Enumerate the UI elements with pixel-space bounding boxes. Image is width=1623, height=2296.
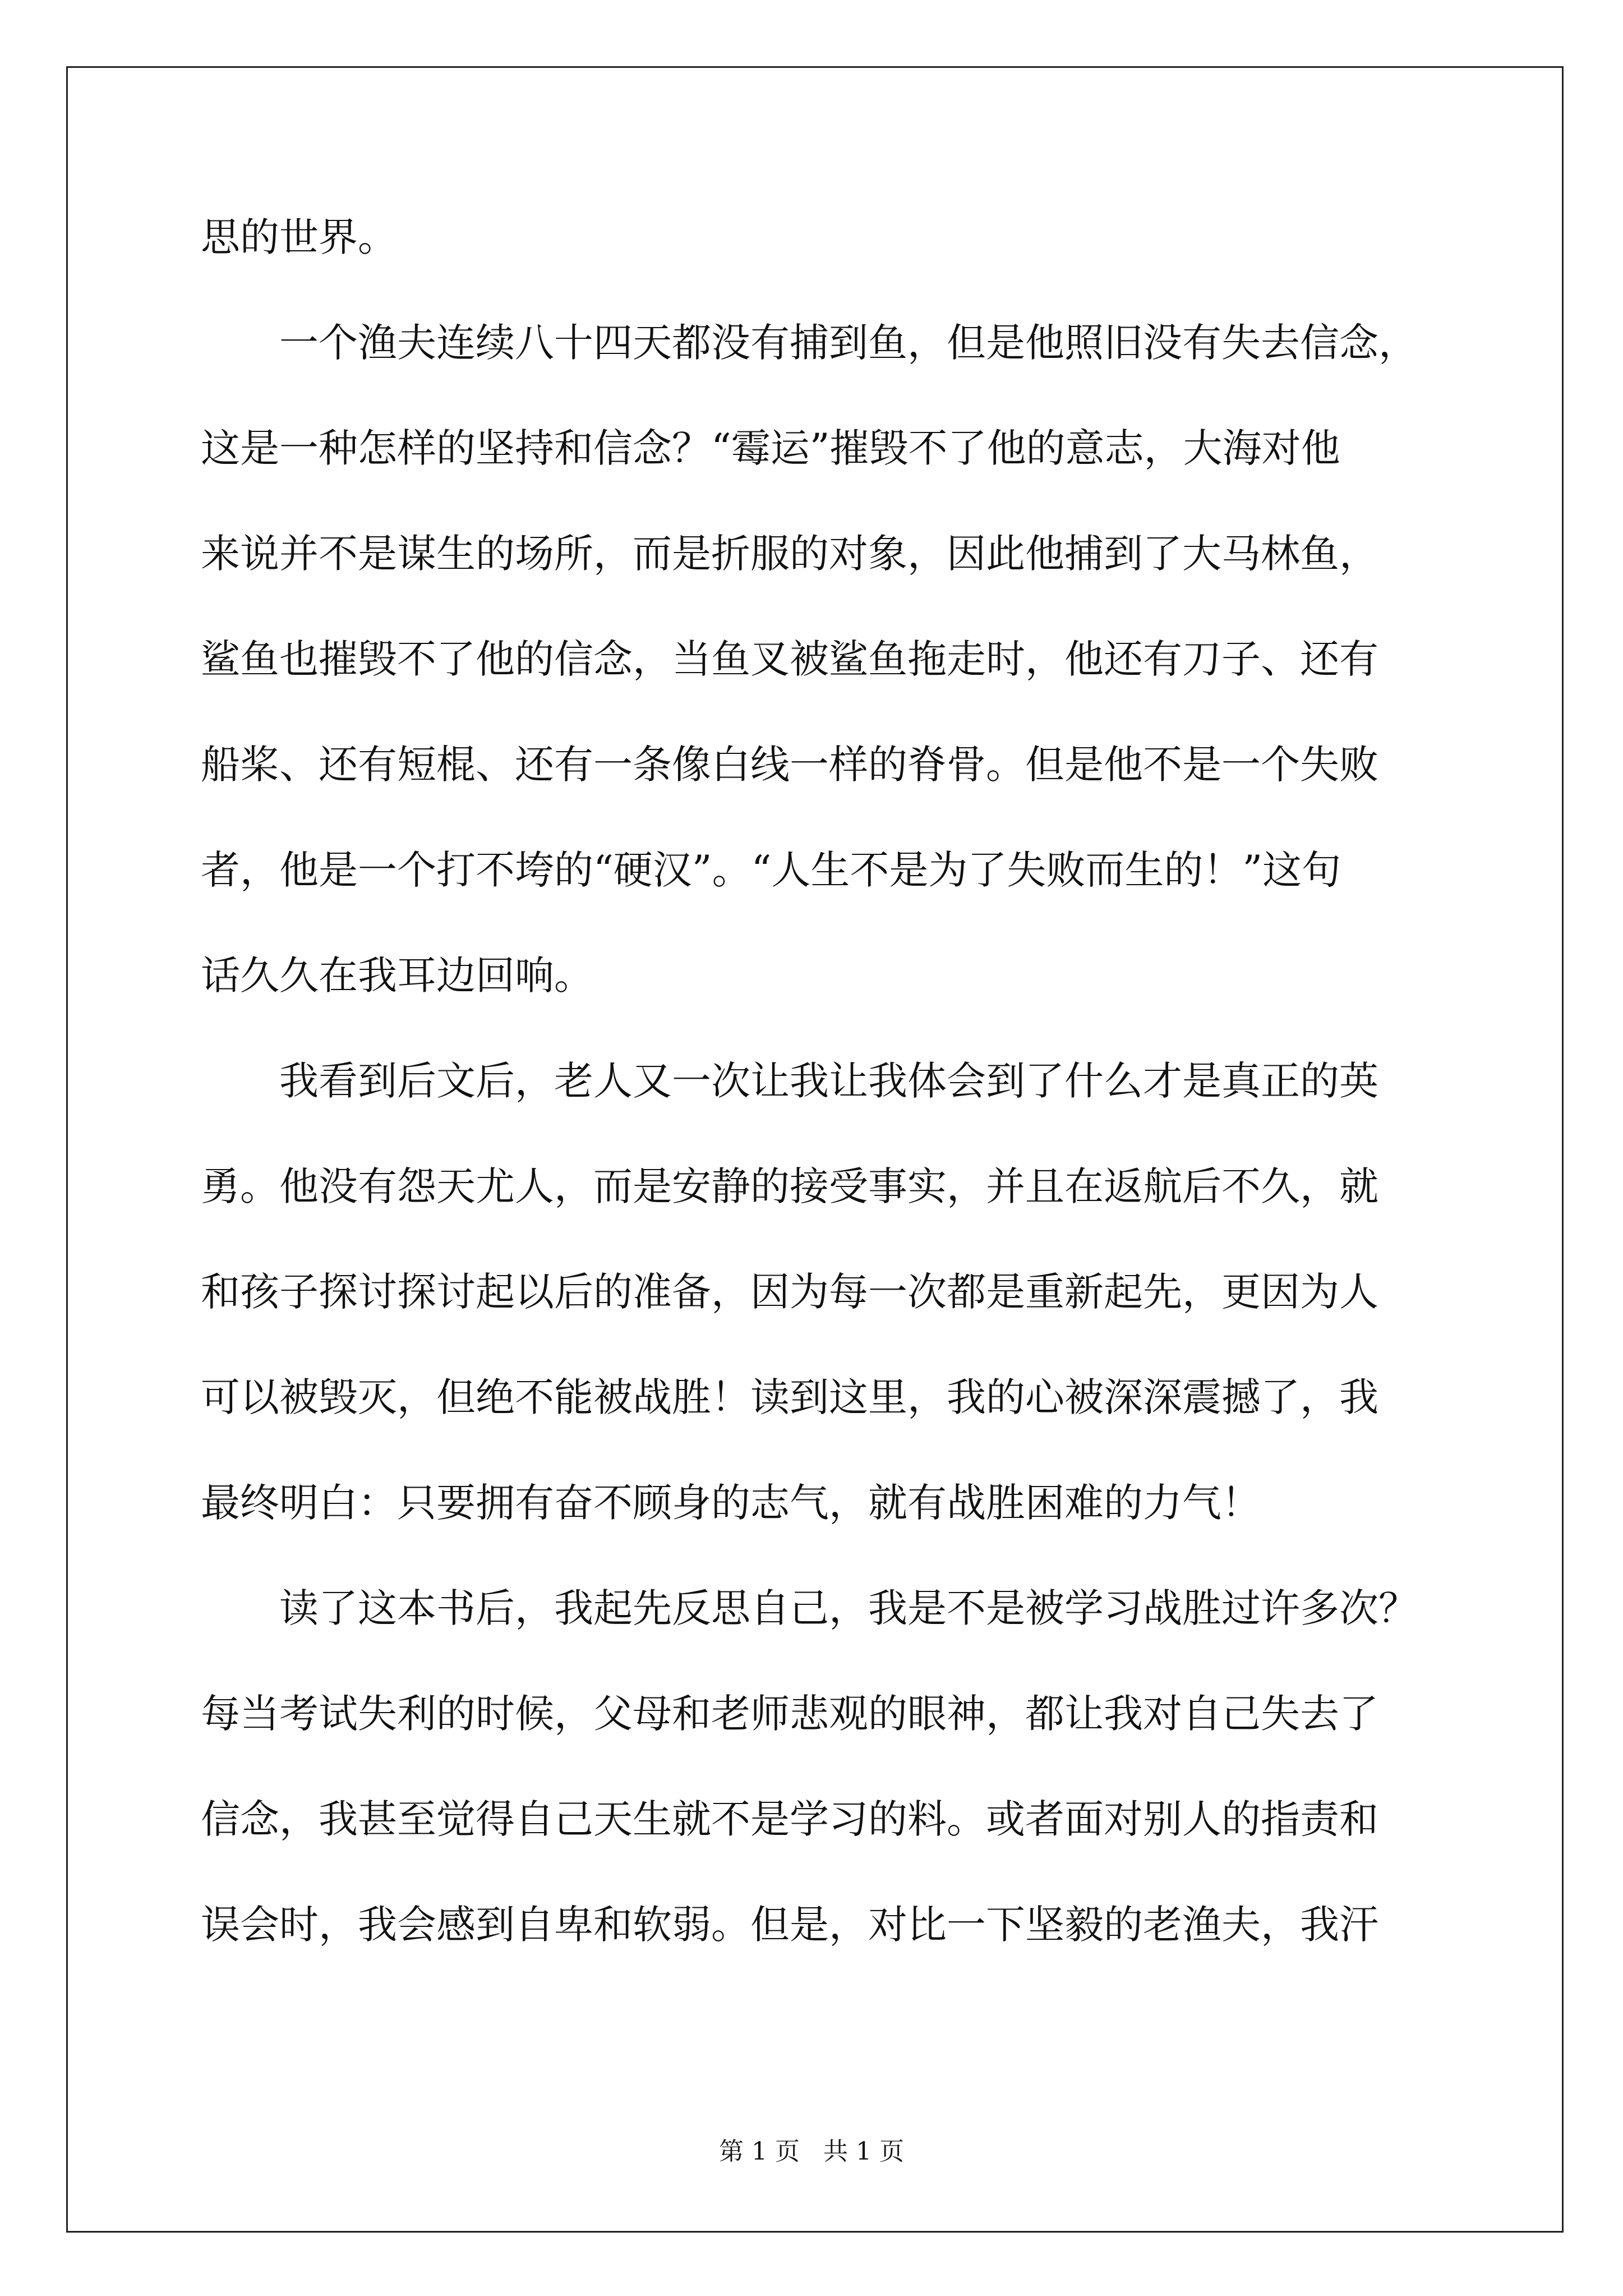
text-line: 信念，我甚至觉得自己天生就不是学习的料。或者面对别人的指责和 — [201, 1796, 1378, 1842]
text-line: 者，他是一个打不垮的“硬汉”。“人生不是为了失败而生的！”这句 — [201, 847, 1341, 893]
text-line: 可以被毁灭，但绝不能被战胜！读到这里，我的心被深深震撼了，我 — [201, 1374, 1378, 1420]
text-line: 这是一种怎样的坚持和信念？“霉运”摧毁不了他的意志，大海对他 — [201, 425, 1340, 471]
text-line: 话久久在我耳边回响。 — [201, 953, 593, 999]
text-line: 最终明白：只要拥有奋不顾身的志气，就有战胜困难的力气！ — [201, 1480, 1261, 1526]
text-line: 我看到后文后，老人又一次让我让我体会到了什么才是真正的英 — [201, 1058, 1378, 1104]
text-line: 船桨、还有短棍、还有一条像白线一样的脊骨。但是他不是一个失败 — [201, 742, 1378, 788]
text-line: 思的世界。 — [201, 214, 397, 260]
text-line: 读了这本书后，我起先反思自己，我是不是被学习战胜过许多次？ — [201, 1585, 1418, 1631]
document-body — [201, 214, 1423, 2007]
text-line: 和孩子探讨探讨起以后的准备，因为每一次都是重新起先，更因为人 — [201, 1269, 1378, 1315]
text-line: 来说并不是谋生的场所，而是折服的对象，因此他捕到了大马林鱼， — [201, 531, 1378, 577]
page-footer: 第 1 页 共 1 页 — [719, 2137, 904, 2166]
text-line: 每当考试失利的时候，父母和老师悲观的眼神，都让我对自己失去了 — [201, 1691, 1378, 1737]
text-line: 误会时，我会感到自卑和软弱。但是，对比一下坚毅的老渔夫，我汗 — [201, 1902, 1378, 1948]
text-line: 勇。他没有怨天尤人，而是安静的接受事实，并且在返航后不久，就 — [201, 1163, 1378, 1209]
text-line: 鲨鱼也摧毁不了他的信念，当鱼叉被鲨鱼拖走时，他还有刀子、还有 — [201, 636, 1378, 682]
text-line: 一个渔夫连续八十四天都没有捕到鱼，但是他照旧没有失去信念， — [201, 320, 1418, 366]
